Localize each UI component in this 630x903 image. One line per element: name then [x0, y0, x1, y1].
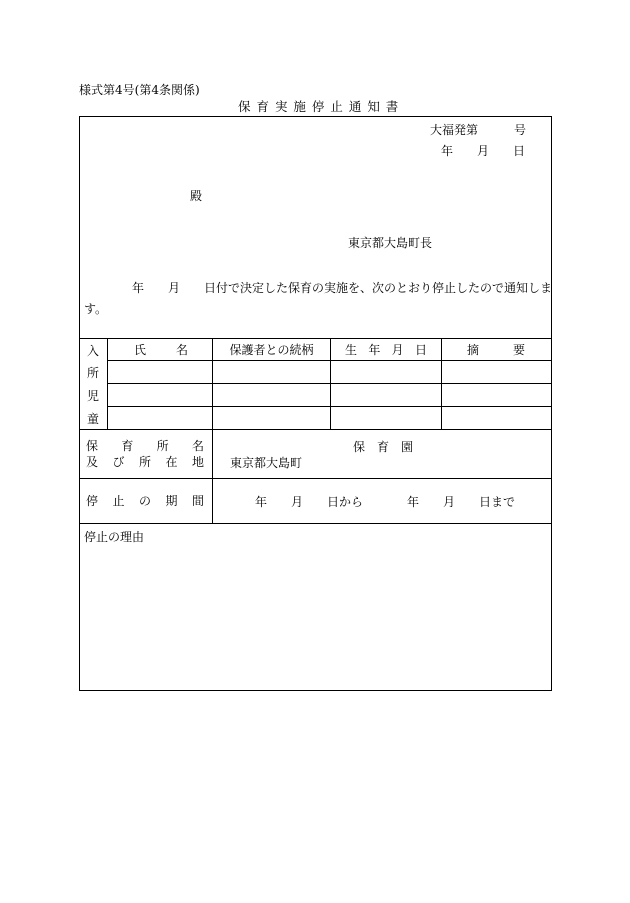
facility-label-char: 及 [86, 454, 99, 469]
facility-label-line2 [86, 453, 204, 469]
period-label-char: 停 [86, 493, 99, 508]
frame-bottom [79, 690, 552, 691]
period-label-char: 期 [165, 493, 178, 508]
facility-label-char: 地 [191, 454, 204, 469]
body-text-line2: す。 [84, 302, 108, 316]
addressee-suffix: 殿 [190, 189, 203, 203]
period-label-char: 止 [112, 493, 125, 508]
frame-right [551, 116, 552, 691]
reason-label: 停止の理由 [84, 530, 145, 544]
children-label-char: 所 [86, 365, 99, 380]
relation-column-divider [330, 338, 331, 429]
children-bottom-rule [79, 429, 552, 430]
header-birthdate-char: 年 [368, 343, 381, 357]
header-name-char: 氏 [134, 343, 147, 357]
header-birthdate-char: 生 [345, 343, 358, 357]
period-from-value: 年 月 日から [255, 495, 364, 509]
children-label-char: 童 [86, 411, 99, 426]
facility-label-char: 在 [165, 454, 178, 469]
children-label-char: 児 [86, 388, 99, 403]
facility-label-line1 [86, 437, 204, 453]
document-number: 大福発第 号 [430, 123, 527, 137]
facility-label-char: 保 [86, 438, 99, 453]
period-label [86, 492, 204, 508]
header-remarks [467, 339, 525, 360]
issuer: 東京都大島町長 [348, 236, 433, 250]
document-title: 保 育 実 施 停 止 通 知 書 [238, 99, 400, 114]
header-relation: 保護者との続柄 [229, 343, 314, 357]
form-label: 様式第4号(第4条関係) [79, 83, 200, 97]
facility-label-char: 所 [138, 454, 151, 469]
issue-date: 年 月 日 [441, 144, 526, 158]
header-birthdate-char: 月 [391, 343, 404, 357]
facility-bottom-rule [79, 478, 552, 479]
facility-address-value: 東京都大島町 [230, 456, 303, 470]
body-text-line1: 年 月 日付で決定した保育の実施を、次のとおり停止したので通知しま [132, 281, 553, 295]
period-label-char: の [138, 493, 151, 508]
header-name [134, 339, 188, 360]
header-name-char: 名 [175, 343, 188, 357]
children-section-divider [107, 338, 108, 429]
period-label-char: 間 [191, 493, 204, 508]
children-label-char: 入 [86, 343, 99, 358]
label-column-divider [212, 429, 213, 523]
facility-label-char: 名 [191, 438, 204, 453]
header-remarks-char: 摘 [467, 343, 480, 357]
period-bottom-rule [79, 523, 552, 524]
header-remarks-char: 要 [512, 343, 525, 357]
birthdate-column-divider [441, 338, 442, 429]
header-birthdate-char: 日 [414, 343, 427, 357]
header-birthdate [345, 339, 427, 360]
facility-label-char: 育 [121, 438, 134, 453]
facility-label-char: 所 [156, 438, 169, 453]
period-to-value: 年 月 日まで [407, 495, 516, 509]
frame-top [79, 116, 552, 117]
facility-name-value: 保 育 園 [353, 440, 414, 454]
facility-label-char: び [112, 454, 125, 469]
